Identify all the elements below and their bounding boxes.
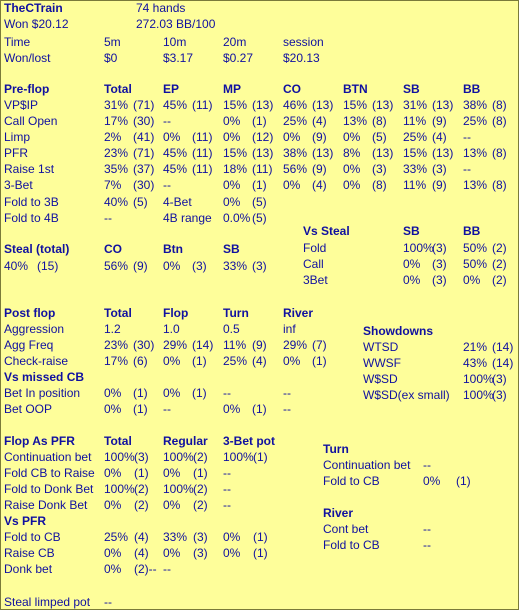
flop-pfr-cell-value: 100%	[223, 450, 254, 464]
postflop-cell-value: 25%	[223, 354, 248, 368]
turn-title: Turn	[323, 442, 349, 456]
preflop-cell-value: 0%	[343, 162, 361, 176]
vs-steal-row-label: Call	[303, 257, 324, 271]
steal-btn-count: (3)	[192, 259, 207, 273]
preflop-cell-value: 0%	[223, 114, 241, 128]
preflop-row-label: 3-Bet	[4, 178, 33, 192]
vs-pfr-cell-value: 25%	[104, 530, 129, 544]
postflop-col-header: River	[283, 306, 314, 320]
river-row-label: Cont bet	[323, 522, 369, 536]
vs-pfr-cell-value: 0%	[104, 562, 122, 576]
flop-pfr-cell-value: 0%	[104, 466, 122, 480]
preflop-cell-value: 18%	[223, 162, 248, 176]
preflop-cell-count: (71)	[133, 146, 155, 160]
preflop-cell-value: 17%	[104, 114, 129, 128]
preflop-col-header: Total	[104, 82, 132, 96]
preflop-cell-count: (9)	[432, 114, 447, 128]
preflop-cell-value: 25%	[463, 114, 488, 128]
preflop-cell-value: 0%	[283, 130, 301, 144]
steal-sb-value: 33%	[223, 259, 248, 273]
flop-pfr-cell-count: (2)	[134, 498, 149, 512]
showdowns-title: Showdowns	[363, 324, 433, 338]
missed-cb-cell-value: --	[283, 386, 291, 400]
preflop-cell-value: 0%	[163, 130, 181, 144]
flop-pfr-cell-count: (3)	[134, 450, 149, 464]
vs-pfr-cell-count: (1)	[253, 546, 268, 560]
vs-steal-sb-count: (3)	[432, 273, 447, 287]
turn-count: (1)	[456, 474, 471, 488]
turn-value: 0%	[423, 474, 441, 488]
vs-steal-sb-value: 0%	[403, 257, 421, 271]
vs-steal-sb-count: (3)	[432, 241, 447, 255]
vs-steal-bb-value: 0%	[463, 273, 481, 287]
preflop-cell-count: (1)	[252, 178, 267, 192]
missed-cb-cell-value: 0%	[223, 402, 241, 416]
vs-pfr-cell-count: (4)	[134, 530, 149, 544]
preflop-cell-value: 56%	[283, 162, 308, 176]
preflop-cell-value: --	[163, 114, 171, 128]
river-row-label: Fold to CB	[323, 538, 380, 552]
vs-steal-bb-count: (2)	[492, 273, 507, 287]
vs-pfr-cell-value: 33%	[163, 530, 188, 544]
won-amount: Won $20.12	[4, 17, 69, 31]
postflop-cell-count: (30)	[133, 338, 155, 352]
flop-pfr-cell-value: 0%	[104, 498, 122, 512]
preflop-col-header: CO	[283, 82, 301, 96]
bb-per-100: 272.03 BB/100	[136, 17, 216, 31]
preflop-cell-count: (13)	[372, 98, 394, 112]
flop-pfr-cell-value: --	[223, 482, 231, 496]
preflop-cell-value: --	[463, 162, 471, 176]
fold-3b-count: (5)	[133, 195, 148, 209]
postflop-cell-count: (6)	[133, 354, 148, 368]
time-5m: 5m	[104, 35, 121, 49]
preflop-col-header: MP	[223, 82, 241, 96]
four-bet-count: (5)	[252, 195, 267, 209]
preflop-cell-value: 15%	[403, 146, 428, 160]
flop-pfr-cell-value: 100%	[163, 450, 194, 464]
wonlost-5m: $0	[104, 51, 118, 65]
preflop-cell-value: 45%	[163, 98, 188, 112]
postflop-cell-count: (9)	[252, 338, 267, 352]
preflop-cell-value: 11%	[403, 178, 427, 192]
time-20m: 20m	[223, 35, 247, 49]
wonlost-session: $20.13	[283, 51, 320, 65]
preflop-cell-value: --	[163, 178, 171, 192]
showdown-value: 100%	[463, 388, 494, 402]
vs-pfr-cell-value: 0%	[104, 546, 122, 560]
vs-pfr-cell-count: (1)	[253, 530, 268, 544]
postflop-cell-value: 29%	[283, 338, 308, 352]
vs-steal-bb-count: (2)	[492, 257, 507, 271]
postflop-cell-value: 1.2	[104, 322, 121, 336]
flop-pfr-cell-value: 0%	[163, 466, 181, 480]
steal-total-title: Steal (total)	[4, 242, 70, 256]
preflop-cell-count: (3)	[432, 162, 447, 176]
postflop-cell-value: 0.5	[223, 322, 240, 336]
preflop-cell-count: (13)	[252, 146, 274, 160]
flop-pfr-cell-value: 100%	[163, 482, 194, 496]
preflop-cell-count: (3)	[372, 162, 387, 176]
postflop-row-label: Check-raise	[4, 354, 69, 368]
missed-cb-row-label: Bet OOP	[4, 402, 53, 416]
missed-cb-row-label: Bet In position	[4, 386, 81, 400]
postflop-cell-count: (14)	[192, 338, 214, 352]
missed-cb-cell-value: --	[163, 402, 171, 416]
preflop-row-label: Limp	[4, 130, 31, 144]
preflop-cell-count: (11)	[252, 162, 273, 176]
vs-pfr-row-label: Raise CB	[4, 546, 55, 560]
missed-cb-cell-value: --	[223, 386, 231, 400]
four-b-range-count: (5)	[252, 211, 267, 225]
preflop-cell-count: (9)	[312, 162, 327, 176]
postflop-cell-value: 11%	[223, 338, 247, 352]
preflop-cell-value: 11%	[403, 114, 427, 128]
vs-pfr-cell-count: (2)--	[134, 562, 157, 576]
missed-cb-cell-value: 0%	[163, 386, 181, 400]
missed-cb-cell-value: 0%	[104, 402, 122, 416]
fold-3b-value: 40%	[104, 195, 129, 209]
turn-row-label: Fold to CB	[323, 474, 380, 488]
postflop-cell-count: (4)	[252, 354, 267, 368]
four-bet-label: 4-Bet	[163, 195, 192, 209]
preflop-cell-value: 45%	[163, 146, 188, 160]
flop-pfr-row-label: Fold CB to Raise	[4, 466, 95, 480]
preflop-cell-value: 25%	[403, 130, 428, 144]
showdown-row-label: WWSF	[363, 356, 401, 370]
vs-steal-sb-value: 0%	[403, 273, 421, 287]
turn-value: --	[423, 458, 431, 472]
preflop-cell-value: 0%	[223, 178, 241, 192]
preflop-col-header: BB	[463, 82, 481, 96]
showdown-count: (3)	[492, 388, 507, 402]
preflop-cell-count: (8)	[372, 178, 387, 192]
preflop-cell-count: (37)	[133, 162, 155, 176]
preflop-cell-count: (8)	[492, 98, 507, 112]
steal-total-count: (15)	[37, 259, 59, 273]
steal-co-value: 56%	[104, 259, 129, 273]
vs-steal-col-bb: BB	[463, 224, 481, 238]
preflop-cell-value: 7%	[104, 178, 122, 192]
postflop-col-header: Turn	[223, 306, 249, 320]
steal-total-value: 40%	[4, 259, 29, 273]
preflop-col-header: SB	[403, 82, 420, 96]
postflop-col-header: Flop	[163, 306, 189, 320]
postflop-cell-value: 0%	[163, 354, 181, 368]
preflop-col-header: EP	[163, 82, 180, 96]
flop-pfr-cell-value: 100%	[104, 482, 135, 496]
preflop-cell-value: 45%	[163, 162, 188, 176]
preflop-cell-count: (8)	[492, 114, 507, 128]
preflop-cell-count: (11)	[192, 162, 213, 176]
showdown-row-label: WTSD	[363, 340, 399, 354]
missed-cb-cell-count: (1)	[192, 386, 207, 400]
missed-cb-cell-count: (1)	[252, 402, 267, 416]
time-10m: 10m	[163, 35, 187, 49]
preflop-row-label: VP$IP	[4, 98, 39, 112]
player-name: TheCTrain	[4, 1, 63, 15]
preflop-cell-value: 46%	[283, 98, 308, 112]
flop-pfr-row-label: Fold to Donk Bet	[4, 482, 94, 496]
preflop-cell-value: 0%	[283, 178, 301, 192]
showdown-count: (3)	[492, 372, 507, 386]
flop-pfr-cell-count: (2)	[134, 482, 149, 496]
preflop-cell-count: (11)	[192, 130, 213, 144]
preflop-cell-value: 35%	[104, 162, 129, 176]
vs-steal-row-label: 3Bet	[303, 273, 328, 287]
preflop-cell-value: 23%	[104, 146, 129, 160]
preflop-cell-count: (4)	[312, 114, 327, 128]
preflop-cell-count: (13)	[312, 98, 334, 112]
preflop-cell-count: (4)	[312, 178, 327, 192]
time-session: session	[283, 35, 324, 49]
postflop-row-label: Agg Freq	[4, 338, 54, 352]
flop-pfr-cell-value: --	[223, 466, 231, 480]
steal-sb-count: (3)	[252, 259, 267, 273]
preflop-cell-count: (9)	[312, 130, 327, 144]
vs-steal-title: Vs Steal	[303, 224, 350, 238]
preflop-cell-count: (1)	[252, 114, 267, 128]
turn-row-label: Continuation bet	[323, 458, 411, 472]
postflop-cell-count: (7)	[312, 338, 327, 352]
preflop-cell-count: (8)	[492, 146, 507, 160]
flop-pfr-col-header: 3-Bet pot	[223, 434, 275, 448]
postflop-cell-value: inf	[283, 322, 296, 336]
missed-cb-cell-count: (1)	[133, 386, 148, 400]
vs-pfr-cell-value: 0%	[163, 546, 181, 560]
preflop-cell-value: 15%	[223, 146, 248, 160]
fold-4b-value: --	[104, 211, 112, 225]
vs-pfr-cell-value: --	[163, 562, 171, 576]
showdown-value: 21%	[463, 340, 488, 354]
vs-missed-cb-title: Vs missed CB	[4, 370, 85, 384]
steal-limped-pot-value: --	[104, 595, 112, 609]
preflop-cell-count: (8)	[372, 114, 387, 128]
postflop-cell-value: 29%	[163, 338, 188, 352]
vs-steal-bb-value: 50%	[463, 241, 488, 255]
preflop-cell-count: (13)	[252, 98, 274, 112]
vs-pfr-row-label: Donk bet	[4, 562, 53, 576]
preflop-cell-value: 38%	[463, 98, 488, 112]
flop-pfr-cell-count: (1)	[134, 466, 149, 480]
postflop-cell-value: 0%	[283, 354, 301, 368]
time-label: Time	[4, 35, 31, 49]
preflop-cell-count: (13)	[432, 98, 454, 112]
missed-cb-cell-value: --	[283, 402, 291, 416]
preflop-cell-count: (13)	[372, 146, 394, 160]
preflop-cell-count: (41)	[133, 130, 155, 144]
flop-pfr-cell-count: (2)	[193, 450, 208, 464]
missed-cb-cell-count: (1)	[133, 402, 148, 416]
river-value: --	[423, 522, 431, 536]
flop-pfr-row-label: Raise Donk Bet	[4, 498, 88, 512]
vs-steal-col-sb: SB	[403, 224, 420, 238]
postflop-cell-value: 17%	[104, 354, 129, 368]
preflop-cell-count: (30)	[133, 178, 155, 192]
preflop-cell-value: 15%	[223, 98, 248, 112]
flop-pfr-col-header: Regular	[163, 434, 208, 448]
preflop-cell-value: 0%	[223, 130, 241, 144]
four-b-range-label: 4B range	[163, 211, 212, 225]
vs-pfr-cell-value: 0%	[223, 546, 241, 560]
preflop-cell-count: (12)	[252, 130, 274, 144]
showdown-row-label: W$SD	[363, 372, 398, 386]
flop-pfr-col-header: Total	[104, 434, 132, 448]
postflop-cell-count: (1)	[312, 354, 327, 368]
vs-pfr-cell-count: (3)	[193, 530, 208, 544]
preflop-cell-count: (13)	[312, 146, 334, 160]
four-b-range-value: 0.0%	[223, 211, 251, 225]
river-value: --	[423, 538, 431, 552]
preflop-cell-value: 25%	[283, 114, 308, 128]
preflop-cell-value: 38%	[283, 146, 308, 160]
vs-steal-bb-value: 50%	[463, 257, 488, 271]
vs-pfr-cell-count: (4)	[134, 546, 149, 560]
flop-pfr-cell-value: 0%	[163, 498, 181, 512]
hands-count: 74 hands	[136, 1, 186, 15]
preflop-cell-value: 31%	[104, 98, 129, 112]
steal-limped-pot-label: Steal limped pot	[4, 595, 91, 609]
preflop-cell-count: (30)	[133, 114, 155, 128]
vs-pfr-row-label: Fold to CB	[4, 530, 61, 544]
showdown-value: 43%	[463, 356, 488, 370]
steal-btn-value: 0%	[163, 259, 181, 273]
steal-col-sb: SB	[223, 242, 240, 256]
preflop-cell-count: (4)	[432, 130, 447, 144]
fold-3b-label: Fold to 3B	[4, 195, 59, 209]
preflop-cell-count: (11)	[192, 98, 213, 112]
showdown-row-label: W$SD(ex small)	[363, 388, 450, 402]
flop-pfr-cell-count: (1)	[253, 450, 268, 464]
preflop-cell-value: 0%	[343, 178, 361, 192]
showdown-count: (14)	[492, 356, 514, 370]
preflop-cell-value: 33%	[403, 162, 428, 176]
preflop-cell-value: 13%	[463, 178, 488, 192]
preflop-cell-value: --	[463, 130, 471, 144]
wonlost-10m: $3.17	[163, 51, 194, 65]
four-bet-value: 0%	[223, 195, 241, 209]
postflop-title: Post flop	[4, 306, 56, 320]
vs-steal-bb-count: (2)	[492, 241, 507, 255]
vs-steal-row-label: Fold	[303, 241, 327, 255]
wonlost-20m: $0.27	[223, 51, 254, 65]
preflop-cell-count: (13)	[432, 146, 454, 160]
flop-as-pfr-title: Flop As PFR	[4, 434, 75, 448]
postflop-cell-value: 1.0	[163, 322, 180, 336]
preflop-cell-value: 13%	[343, 114, 368, 128]
postflop-col-header: Total	[104, 306, 132, 320]
preflop-title: Pre-flop	[4, 82, 50, 96]
preflop-cell-count: (9)	[432, 178, 447, 192]
preflop-cell-value: 31%	[403, 98, 428, 112]
vs-steal-sb-value: 100%	[403, 241, 434, 255]
preflop-cell-value: 8%	[343, 146, 361, 160]
preflop-cell-value: 0%	[343, 130, 361, 144]
preflop-cell-count: (11)	[192, 146, 213, 160]
preflop-row-label: PFR	[4, 146, 28, 160]
steal-co-count: (9)	[133, 259, 148, 273]
flop-pfr-row-label: Continuation bet	[4, 450, 92, 464]
fold-4b-label: Fold to 4B	[4, 211, 59, 225]
preflop-cell-count: (71)	[133, 98, 155, 112]
steal-col-btn: Btn	[163, 242, 183, 256]
postflop-row-label: Aggression	[4, 322, 65, 336]
postflop-cell-count: (1)	[192, 354, 207, 368]
preflop-cell-value: 13%	[463, 146, 488, 160]
flop-pfr-cell-value: 100%	[104, 450, 135, 464]
preflop-cell-value: 15%	[343, 98, 368, 112]
flop-pfr-cell-count: (2)	[193, 482, 208, 496]
vs-pfr-title: Vs PFR	[4, 514, 47, 528]
flop-pfr-cell-count: (2)	[193, 498, 208, 512]
preflop-col-header: BTN	[343, 82, 368, 96]
steal-col-co: CO	[104, 242, 122, 256]
river-title: River	[323, 506, 354, 520]
preflop-cell-count: (8)	[492, 178, 507, 192]
preflop-cell-value: 2%	[104, 130, 122, 144]
vs-pfr-cell-count: (3)	[193, 546, 208, 560]
flop-pfr-cell-value: --	[223, 498, 231, 512]
missed-cb-cell-value: 0%	[104, 386, 122, 400]
preflop-row-label: Call Open	[4, 114, 58, 128]
vs-pfr-cell-value: 0%	[223, 530, 241, 544]
showdown-count: (14)	[492, 340, 514, 354]
preflop-cell-count: (5)	[372, 130, 387, 144]
postflop-cell-value: 23%	[104, 338, 129, 352]
vs-steal-sb-count: (3)	[432, 257, 447, 271]
showdown-value: 100%	[463, 372, 494, 386]
wonlost-label: Won/lost	[4, 51, 51, 65]
preflop-row-label: Raise 1st	[4, 162, 55, 176]
flop-pfr-cell-count: (1)	[193, 466, 208, 480]
